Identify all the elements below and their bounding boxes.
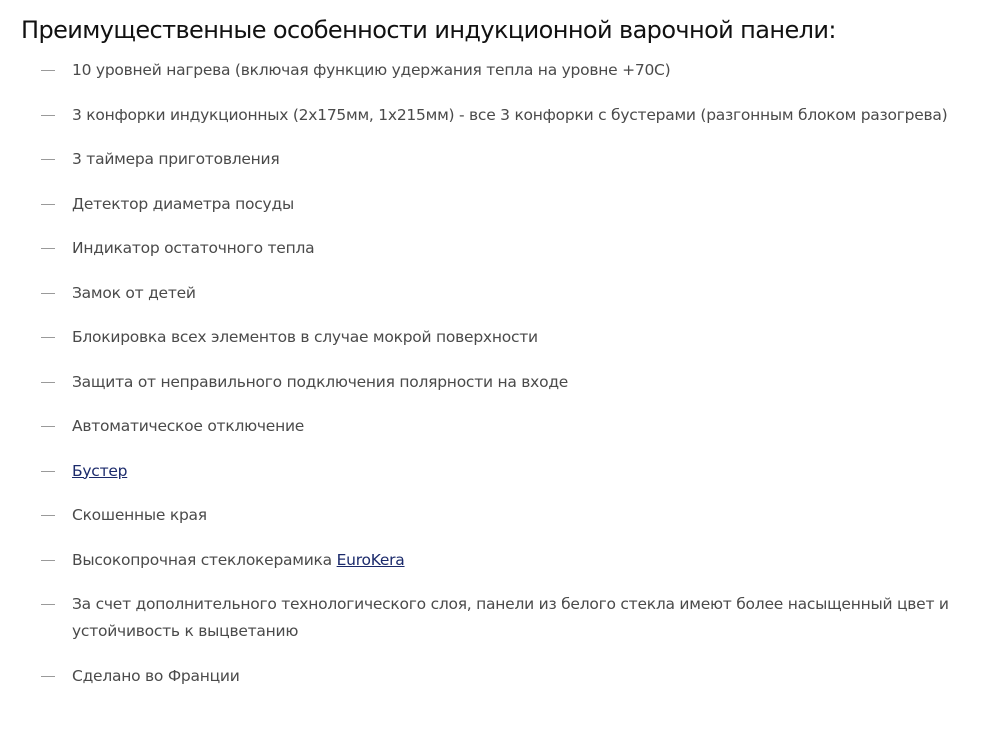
list-item [0, 146, 997, 173]
item-text: За счет дополнительного технологического слоя, панели из белого стекла имеют более насыщенный цвет и устойчивость к выцветанию [72, 595, 949, 640]
list-item [0, 413, 997, 440]
dash-bullet-icon [41, 382, 55, 383]
list-item [0, 458, 997, 485]
dash-bullet-icon [41, 293, 55, 294]
dash-bullet-icon [41, 471, 55, 472]
dash-bullet-icon [41, 204, 55, 205]
list-item [0, 663, 997, 690]
dash-bullet-icon [41, 70, 55, 71]
dash-bullet-icon [41, 115, 55, 116]
list-item [0, 369, 997, 396]
dash-bullet-icon [41, 604, 55, 605]
item-text: 10 уровней нагрева (включая функцию удержания тепла на уровне +70С) [72, 61, 671, 79]
list-item [0, 502, 997, 529]
dash-bullet-icon [41, 515, 55, 516]
item-text: Высокопрочная стеклокерамика [72, 550, 337, 569]
eurokera-link[interactable]: EuroKera [336, 550, 405, 569]
list-item [0, 591, 997, 645]
features-list [0, 57, 997, 707]
list-item [0, 191, 997, 218]
item-text: Скошенные края [72, 506, 207, 524]
item-text: 3 таймера приготовления [72, 150, 280, 168]
booster-link[interactable]: Бустер [72, 461, 128, 480]
list-item [0, 547, 997, 574]
dash-bullet-icon [41, 426, 55, 427]
item-text: Индикатор остаточного тепла [72, 239, 315, 257]
list-item [0, 280, 997, 307]
item-text: Замок от детей [72, 283, 196, 302]
dash-bullet-icon [41, 337, 55, 338]
section-heading: Преимущественные особенности индукционной варочной панели: [21, 16, 836, 44]
list-item [0, 57, 997, 84]
list-item [0, 324, 997, 351]
dash-bullet-icon [41, 159, 55, 160]
item-text: Защита от неправильного подключения полярности на входе [72, 372, 569, 391]
item-text: Сделано во Франции [72, 666, 240, 685]
dash-bullet-icon [41, 248, 55, 249]
item-text: Блокировка всех элементов в случае мокрой поверхности [72, 328, 538, 346]
list-item [0, 235, 997, 262]
dash-bullet-icon [41, 676, 55, 677]
item-text: Автоматическое отключение [72, 417, 305, 435]
item-text: 3 конфорки индукционных (2х175мм, 1х215мм) - все 3 конфорки с бустерами (разгонным блоком разогрева) [72, 105, 948, 124]
list-item [0, 102, 997, 129]
item-text: Детектор диаметра посуды [72, 194, 294, 213]
dash-bullet-icon [41, 560, 55, 561]
